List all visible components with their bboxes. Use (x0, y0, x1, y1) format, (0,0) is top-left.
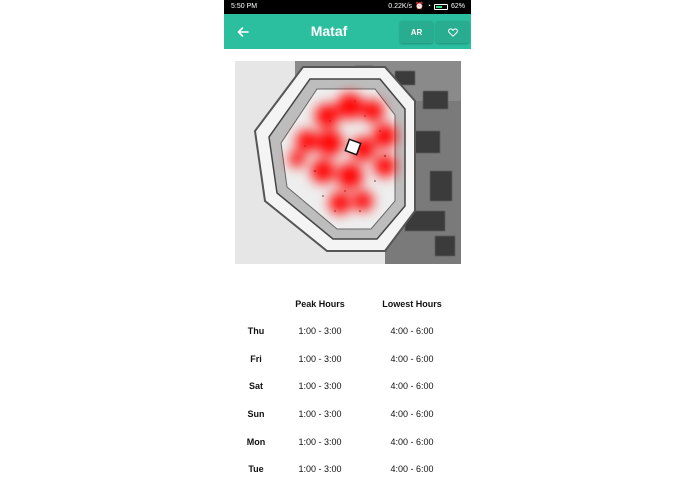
day-label: Thu (247, 326, 265, 336)
page-title: Mataf (310, 23, 348, 39)
peak-hours-value: 1:00 - 3:00 (298, 409, 342, 419)
peak-hours-value: 1:00 - 3:00 (298, 464, 342, 474)
peak-hours-value: 1:00 - 3:00 (298, 437, 342, 447)
battery-icon (434, 4, 448, 10)
favorite-button[interactable] (436, 21, 469, 43)
ar-button[interactable]: AR (400, 21, 433, 43)
day-label: Sun (247, 409, 265, 419)
battery-fill (436, 6, 442, 8)
peak-hours-value: 1:00 - 3:00 (298, 381, 342, 391)
day-label: Tue (248, 464, 264, 474)
lowest-hours-value: 4:00 - 6:00 (390, 354, 434, 364)
lowest-hours-value: 4:00 - 6:00 (390, 409, 434, 419)
day-label: Sat (248, 381, 263, 391)
table-row (224, 354, 471, 368)
battery-percent: 62% (450, 3, 465, 10)
lowest-hours-value: 4:00 - 6:00 (390, 464, 434, 474)
table-row (224, 326, 471, 340)
alarm-icon: ⏰ (415, 3, 424, 10)
wifi-icon: ◔ (426, 3, 431, 10)
peak-hours-header: Peak Hours (295, 299, 345, 309)
lowest-hours-value: 4:00 - 6:00 (390, 381, 434, 391)
day-label: Fri (250, 354, 262, 364)
heart-outline-icon (448, 28, 458, 37)
lowest-hours-value: 4:00 - 6:00 (390, 326, 434, 336)
status-bar (224, 0, 471, 14)
mataf-heatmap-image (235, 61, 461, 264)
lowest-hours-header: Lowest Hours (382, 299, 442, 309)
status-time: 5:50 PM (231, 3, 258, 10)
heatmap-svg (235, 61, 461, 264)
arrow-left-icon (237, 26, 249, 38)
back-button[interactable] (233, 22, 253, 42)
phone-screen (224, 0, 471, 494)
table-row (224, 464, 471, 478)
status-right-group (388, 0, 465, 14)
peak-hours-value: 1:00 - 3:00 (298, 354, 342, 364)
network-speed: 0.22K/s (388, 3, 413, 10)
day-label: Mon (246, 437, 266, 447)
table-row (224, 409, 471, 423)
app-bar (224, 14, 471, 49)
peak-hours-value: 1:00 - 3:00 (298, 326, 342, 336)
table-row (224, 381, 471, 395)
lowest-hours-value: 4:00 - 6:00 (390, 437, 434, 447)
table-row (224, 437, 471, 451)
